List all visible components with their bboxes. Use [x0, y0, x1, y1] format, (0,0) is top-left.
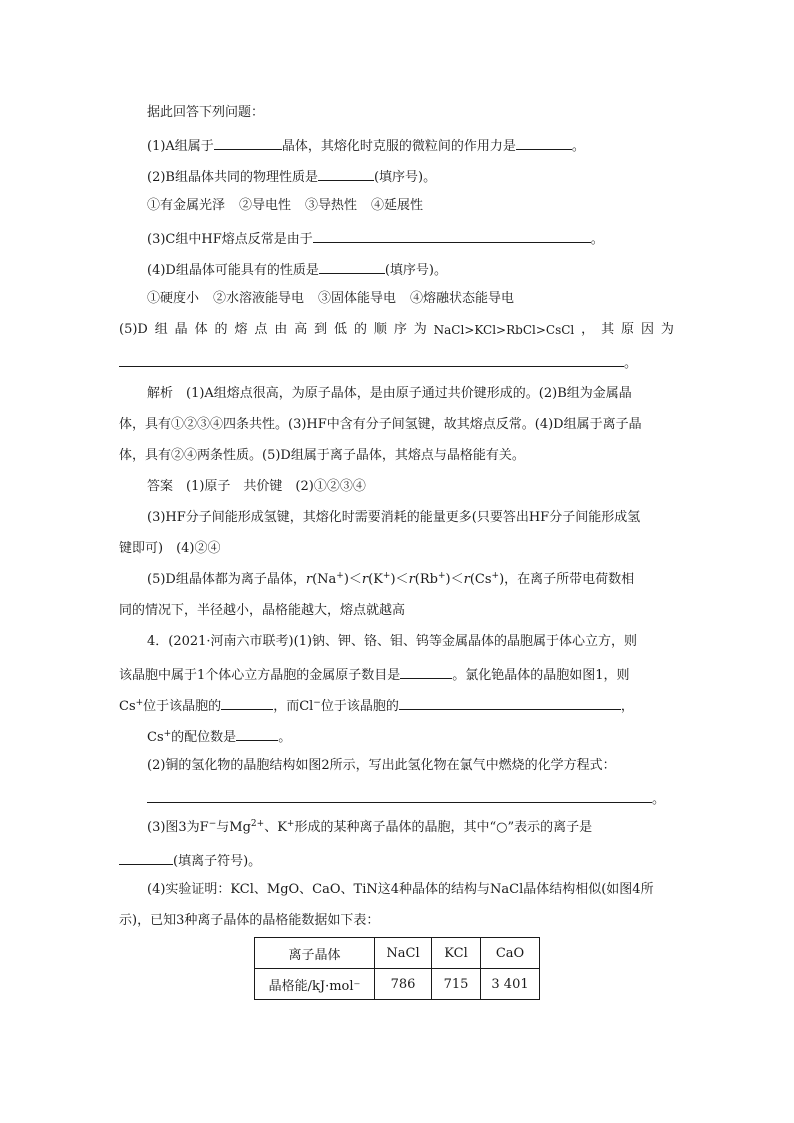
table-cell: 3 401	[481, 969, 540, 1000]
answer-blank[interactable]	[400, 664, 452, 679]
answer-blank[interactable]	[399, 695, 621, 710]
question-2-options: ①有金属光泽 ②导电性 ③导热性 ④延展性	[147, 198, 424, 213]
problem-4-q4-line-2: 示)，已知3种离子晶体的晶格能数据如下表：	[119, 913, 380, 928]
intro-text: 据此回答下列问题：	[147, 105, 265, 120]
answer-line-3: 键即可) (4)②④	[119, 541, 221, 556]
problem-4-line-1: 4．(2021·河南六市联考)(1)钠、钾、铬、钼、钨等金属晶体的晶胞属于体心立方，则	[147, 634, 638, 649]
question-5-answer-line: 。	[119, 352, 637, 373]
answer-blank[interactable]	[147, 788, 652, 803]
problem-4-q3: (3)图3为F−与$Mg^{2+}$、K+形成的某种离子晶体的晶胞，其中“○”表示的离子是	[147, 819, 593, 835]
table-header-cell: NaCl	[375, 938, 432, 969]
answer-blank[interactable]	[318, 166, 374, 181]
table-header-cell: KCl	[432, 938, 481, 969]
question-4: (4)D组晶体可能具有的性质是 (填序号)。	[147, 259, 447, 280]
problem-4-q4-line-1: (4)实验证明：KCl、MgO、CaO、TiN这4种晶体的结构与NaCl晶体结构相似(如图4所	[147, 882, 654, 897]
question-1: (1)A组属于 晶体，其熔化时克服的微粒间的作用力是 。	[147, 135, 585, 156]
answer-blank[interactable]	[119, 850, 173, 865]
problem-4-q3-line-2: (填离子符号)。	[119, 850, 261, 871]
problem-4-line-4: Cs+的配位数是 。	[147, 726, 291, 747]
problem-4-line-2: 该晶胞中属于1个体心立方晶胞的金属原子数目是 。氯化铯晶体的晶胞如图1，则	[119, 664, 630, 685]
question-2: (2)B组晶体共同的物理性质是 (填序号)。	[147, 166, 436, 187]
table-cell: 715	[432, 969, 481, 1000]
answer-blank[interactable]	[119, 352, 624, 367]
problem-4-line-3: Cs+位于该晶胞的 ，而Cl−位于该晶胞的 ，	[119, 695, 634, 716]
answer-line-2: (3)HF分子间能形成氢键，其熔化时需要消耗的能量更多(只要答出HF分子间能形成氢	[147, 510, 641, 525]
table-header-cell: CaO	[481, 938, 540, 969]
table-header-row	[255, 938, 540, 969]
lattice-energy-table	[254, 937, 540, 1000]
answer-line-1: 答案 (1)原子 共价键 (2)①②③④	[147, 479, 366, 494]
analysis-line-3: 体，具有②④两条性质。(5)D组属于离子晶体，其熔点与晶格能有关。	[119, 448, 525, 463]
table-row	[255, 969, 540, 1000]
answer-blank[interactable]	[313, 228, 591, 243]
answer-blank[interactable]	[516, 135, 572, 150]
table-header-cell: 离子晶体	[255, 938, 375, 969]
answer-blank[interactable]	[221, 695, 273, 710]
table-cell: 晶格能/kJ·mol⁻	[255, 969, 375, 1000]
problem-4-q2: (2)铜的氢化物的晶胞结构如图2所示，写出此氢化物在氯气中燃烧的化学方程式：	[147, 758, 616, 773]
answer-blank[interactable]	[236, 726, 278, 741]
answer-blank[interactable]	[214, 135, 282, 150]
answer-line-5: 同的情况下，半径越小，晶格能越大，熔点就越高	[119, 603, 406, 618]
answer-line-4: (5)D组晶体都为离子晶体，r(Na+)＜r(K+)＜r(Rb+)＜r(Cs+)，在离子所带电荷数相	[147, 571, 635, 587]
question-4-options: ①硬度小 ②水溶液能导电 ③固体能导电 ④熔融状态能导电	[147, 291, 515, 306]
question-5: (5)D 组 晶 体 的 熔 点 由 高 到 低 的 顺 序 为 NaCl>KCl>RbCl>CsCl ， 其 原 因 为	[119, 322, 674, 337]
question-3: (3)C组中HF熔点反常是由于 。	[147, 228, 604, 249]
analysis-line-1: 解析 (1)A组熔点很高，为原子晶体，是由原子通过共价键形成的。(2)B组为金属晶	[147, 386, 632, 401]
table-cell: 786	[375, 969, 432, 1000]
problem-4-q2-answer-line: 。	[147, 788, 665, 809]
answer-blank[interactable]	[319, 259, 385, 274]
analysis-line-2: 体，具有①②③④四条共性。(3)HF中含有分子间氢键，故其熔点反常。(4)D组属于离子晶	[119, 417, 642, 432]
